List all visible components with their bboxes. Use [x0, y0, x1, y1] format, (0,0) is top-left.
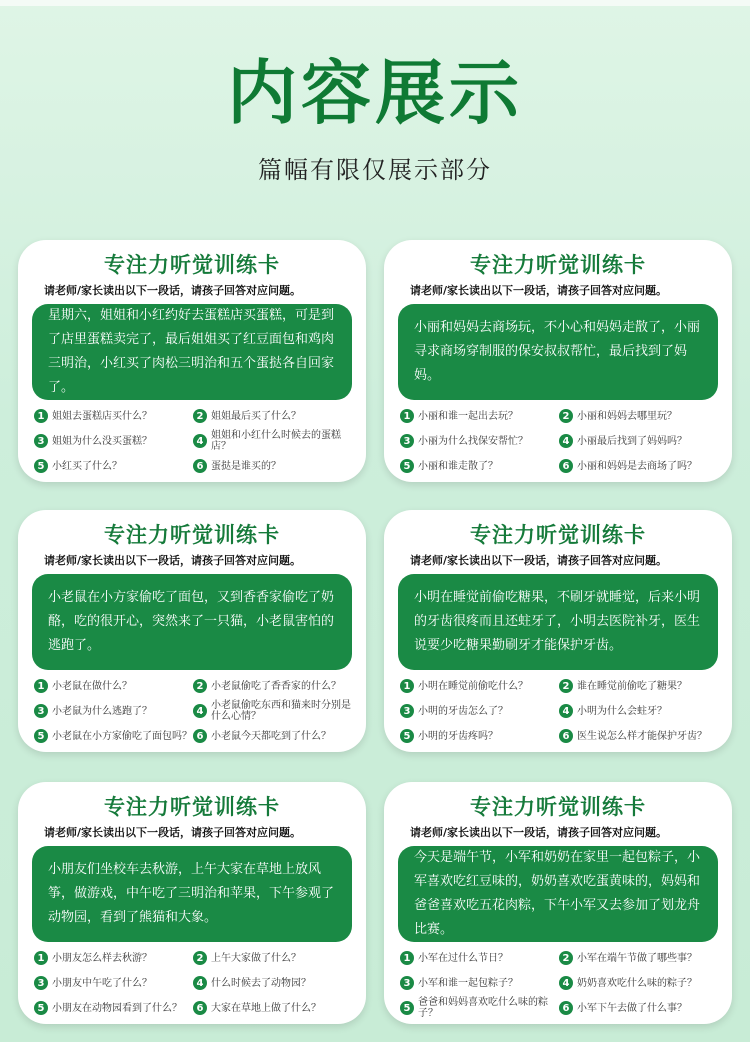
question-item	[34, 431, 193, 451]
number-badge-icon: 6	[559, 459, 573, 473]
question-item	[559, 701, 718, 721]
training-card-2	[384, 240, 732, 482]
card-title: 专注力听觉训练卡	[104, 795, 280, 819]
number-badge-icon: 3	[34, 434, 48, 448]
question-item	[559, 456, 718, 476]
question-list	[398, 676, 718, 746]
number-badge-icon: 3	[400, 976, 414, 990]
number-badge-icon: 1	[34, 951, 48, 965]
question-text: 小明的牙齿疼吗？	[418, 730, 498, 742]
card-instruction: 请老师/家长读出以下一段话，请孩子回答对应问题。	[410, 554, 668, 567]
card-instruction: 请老师/家长读出以下一段话，请孩子回答对应问题。	[44, 284, 302, 297]
training-card-5	[18, 782, 366, 1024]
number-badge-icon: 6	[193, 459, 207, 473]
question-text: 小红买了什么？	[52, 460, 122, 472]
card-passage	[32, 574, 352, 670]
number-badge-icon: 1	[34, 409, 48, 423]
number-badge-icon: 5	[400, 1001, 414, 1015]
question-item	[559, 406, 718, 426]
question-text: 小老鼠偷吃东西和猫来时分别是什么心情？	[211, 700, 351, 722]
top-strip	[0, 0, 750, 6]
number-badge-icon: 2	[559, 409, 573, 423]
question-text: 小朋友中午吃了什么？	[52, 977, 152, 989]
number-badge-icon: 4	[559, 704, 573, 718]
question-item	[34, 406, 193, 426]
question-text: 小朋友怎么样去秋游？	[52, 952, 152, 964]
question-text: 小军下午去做了什么事？	[577, 1002, 687, 1014]
card-instruction: 请老师/家长读出以下一段话，请孩子回答对应问题。	[410, 826, 668, 839]
training-card-1	[18, 240, 366, 482]
question-list	[32, 948, 352, 1018]
number-badge-icon: 1	[400, 679, 414, 693]
number-badge-icon: 4	[193, 704, 207, 718]
number-badge-icon: 5	[400, 729, 414, 743]
question-text: 上午大家做了什么？	[211, 952, 301, 964]
question-item	[34, 998, 193, 1018]
question-item	[193, 726, 352, 746]
question-item	[559, 726, 718, 746]
passage-text: 小老鼠在小方家偷吃了面包，又到香香家偷吃了奶酪，吃的很开心，突然来了一只猫，小老鼠害怕的逃跑了。	[48, 590, 335, 653]
question-text: 小丽和谁走散了？	[418, 460, 498, 472]
card-title: 专注力听觉训练卡	[104, 523, 280, 547]
question-text: 奶奶喜欢吃什么味的粽子？	[577, 977, 697, 989]
number-badge-icon: 2	[193, 679, 207, 693]
question-item	[400, 456, 559, 476]
number-badge-icon: 4	[193, 434, 207, 448]
question-item	[34, 456, 193, 476]
question-item	[400, 948, 559, 968]
question-item	[400, 973, 559, 993]
card-instruction: 请老师/家长读出以下一段话，请孩子回答对应问题。	[44, 826, 302, 839]
question-text: 小老鼠偷吃了香香家的什么？	[211, 680, 341, 692]
number-badge-icon: 6	[193, 729, 207, 743]
card-passage	[32, 304, 352, 400]
card-title: 专注力听觉训练卡	[470, 253, 646, 277]
question-item	[559, 431, 718, 451]
question-item	[559, 998, 718, 1018]
question-item	[34, 676, 193, 696]
passage-text: 小丽和妈妈去商场玩，不小心和妈妈走散了，小丽寻求商场穿制服的保安叔叔帮忙，最后找到了妈妈。	[414, 320, 701, 383]
passage-text: 小朋友们坐校车去秋游，上午大家在草地上放风筝，做游戏，中午吃了三明治和苹果，下午参观了动物园，看到了熊猫和大象。	[48, 862, 335, 925]
question-text: 小军和谁一起包粽子？	[418, 977, 518, 989]
question-item	[193, 431, 352, 451]
number-badge-icon: 5	[34, 729, 48, 743]
card-instruction: 请老师/家长读出以下一段话，请孩子回答对应问题。	[410, 284, 668, 297]
page-subtitle: 篇幅有限仅展示部分	[258, 156, 492, 184]
question-item	[559, 676, 718, 696]
question-text: 小老鼠今天都吃到了什么？	[211, 730, 331, 742]
question-item	[559, 973, 718, 993]
question-item	[193, 701, 352, 721]
question-item	[400, 406, 559, 426]
question-item	[193, 676, 352, 696]
question-text: 谁在睡觉前偷吃了糖果？	[577, 680, 687, 692]
card-passage	[398, 574, 718, 670]
card-title: 专注力听觉训练卡	[104, 253, 280, 277]
number-badge-icon: 6	[193, 1001, 207, 1015]
number-badge-icon: 6	[559, 729, 573, 743]
number-badge-icon: 2	[193, 951, 207, 965]
question-text: 什么时候去了动物园？	[211, 977, 311, 989]
question-item	[400, 431, 559, 451]
question-text: 小老鼠为什么逃跑了？	[52, 705, 152, 717]
number-badge-icon: 3	[34, 704, 48, 718]
question-item	[193, 998, 352, 1018]
question-text: 蛋挞是谁买的？	[211, 460, 281, 472]
question-text: 医生说怎么样才能保护牙齿？	[577, 730, 707, 742]
question-item	[193, 456, 352, 476]
question-item	[34, 726, 193, 746]
question-item	[400, 701, 559, 721]
training-card-6	[384, 782, 732, 1024]
question-item	[400, 726, 559, 746]
card-passage	[32, 846, 352, 942]
question-text: 爸爸和妈妈喜欢吃什么味的粽子？	[418, 997, 548, 1019]
question-text: 姐姐去蛋糕店买什么？	[52, 410, 152, 422]
question-text: 小老鼠在小方家偷吃了面包吗？	[52, 730, 192, 742]
question-item	[400, 998, 559, 1018]
question-text: 小明在睡觉前偷吃什么？	[418, 680, 528, 692]
card-title: 专注力听觉训练卡	[470, 523, 646, 547]
question-text: 小军在过什么节日？	[418, 952, 508, 964]
training-card-3	[18, 510, 366, 752]
training-card-4	[384, 510, 732, 752]
number-badge-icon: 1	[34, 679, 48, 693]
card-title: 专注力听觉训练卡	[470, 795, 646, 819]
question-item	[193, 973, 352, 993]
number-badge-icon: 2	[559, 951, 573, 965]
question-item	[193, 406, 352, 426]
number-badge-icon: 1	[400, 409, 414, 423]
number-badge-icon: 3	[400, 434, 414, 448]
question-item	[34, 973, 193, 993]
number-badge-icon: 5	[34, 1001, 48, 1015]
question-text: 姐姐和小红什么时候去的蛋糕店？	[211, 430, 341, 452]
question-text: 小丽为什么找保安帮忙？	[418, 435, 528, 447]
card-instruction: 请老师/家长读出以下一段话，请孩子回答对应问题。	[44, 554, 302, 567]
number-badge-icon: 5	[34, 459, 48, 473]
question-item	[34, 701, 193, 721]
number-badge-icon: 3	[400, 704, 414, 718]
question-text: 小军在端午节做了哪些事？	[577, 952, 697, 964]
question-text: 姐姐最后买了什么？	[211, 410, 301, 422]
number-badge-icon: 2	[193, 409, 207, 423]
passage-text: 星期六，姐姐和小红约好去蛋糕店买蛋糕，可是到了店里蛋糕卖完了，最后姐姐买了红豆面包和鸡肉三明治，小红买了肉松三明治和五个蛋挞各自回家了。	[48, 308, 335, 395]
question-list	[32, 676, 352, 746]
question-item	[400, 676, 559, 696]
number-badge-icon: 2	[559, 679, 573, 693]
question-text: 小丽和谁一起出去玩？	[418, 410, 518, 422]
question-list	[398, 406, 718, 476]
number-badge-icon: 4	[559, 434, 573, 448]
number-badge-icon: 6	[559, 1001, 573, 1015]
question-item	[193, 948, 352, 968]
question-text: 大家在草地上做了什么？	[211, 1002, 321, 1014]
question-text: 小老鼠在做什么？	[52, 680, 132, 692]
question-text: 小明为什么会蛀牙？	[577, 705, 667, 717]
number-badge-icon: 5	[400, 459, 414, 473]
card-passage	[398, 304, 718, 400]
question-text: 小丽最后找到了妈妈吗？	[577, 435, 687, 447]
number-badge-icon: 3	[34, 976, 48, 990]
question-text: 小丽和妈妈是去商场了吗？	[577, 460, 697, 472]
number-badge-icon: 4	[193, 976, 207, 990]
page-title: 内容展示	[227, 52, 523, 134]
passage-text: 今天是端午节，小军和奶奶在家里一起包粽子，小军喜欢吃红豆味的，奶奶喜欢吃蛋黄味的，妈妈和爸爸喜欢吃五花肉粽，下午小军又去参加了划龙舟比赛。	[414, 850, 701, 937]
question-item	[34, 948, 193, 968]
number-badge-icon: 4	[559, 976, 573, 990]
card-passage	[398, 846, 718, 942]
question-text: 姐姐为什么没买蛋糕？	[52, 435, 152, 447]
question-list	[32, 406, 352, 476]
question-text: 小朋友在动物园看到了什么？	[52, 1002, 182, 1014]
question-text: 小明的牙齿怎么了？	[418, 705, 508, 717]
question-list	[398, 948, 718, 1018]
number-badge-icon: 1	[400, 951, 414, 965]
question-text: 小丽和妈妈去哪里玩？	[577, 410, 677, 422]
question-item	[559, 948, 718, 968]
passage-text: 小明在睡觉前偷吃糖果，不刷牙就睡觉，后来小明的牙齿很疼而且还蛀牙了，小明去医院补牙，医生说要少吃糖果勤刷牙才能保护牙齿。	[414, 590, 701, 653]
